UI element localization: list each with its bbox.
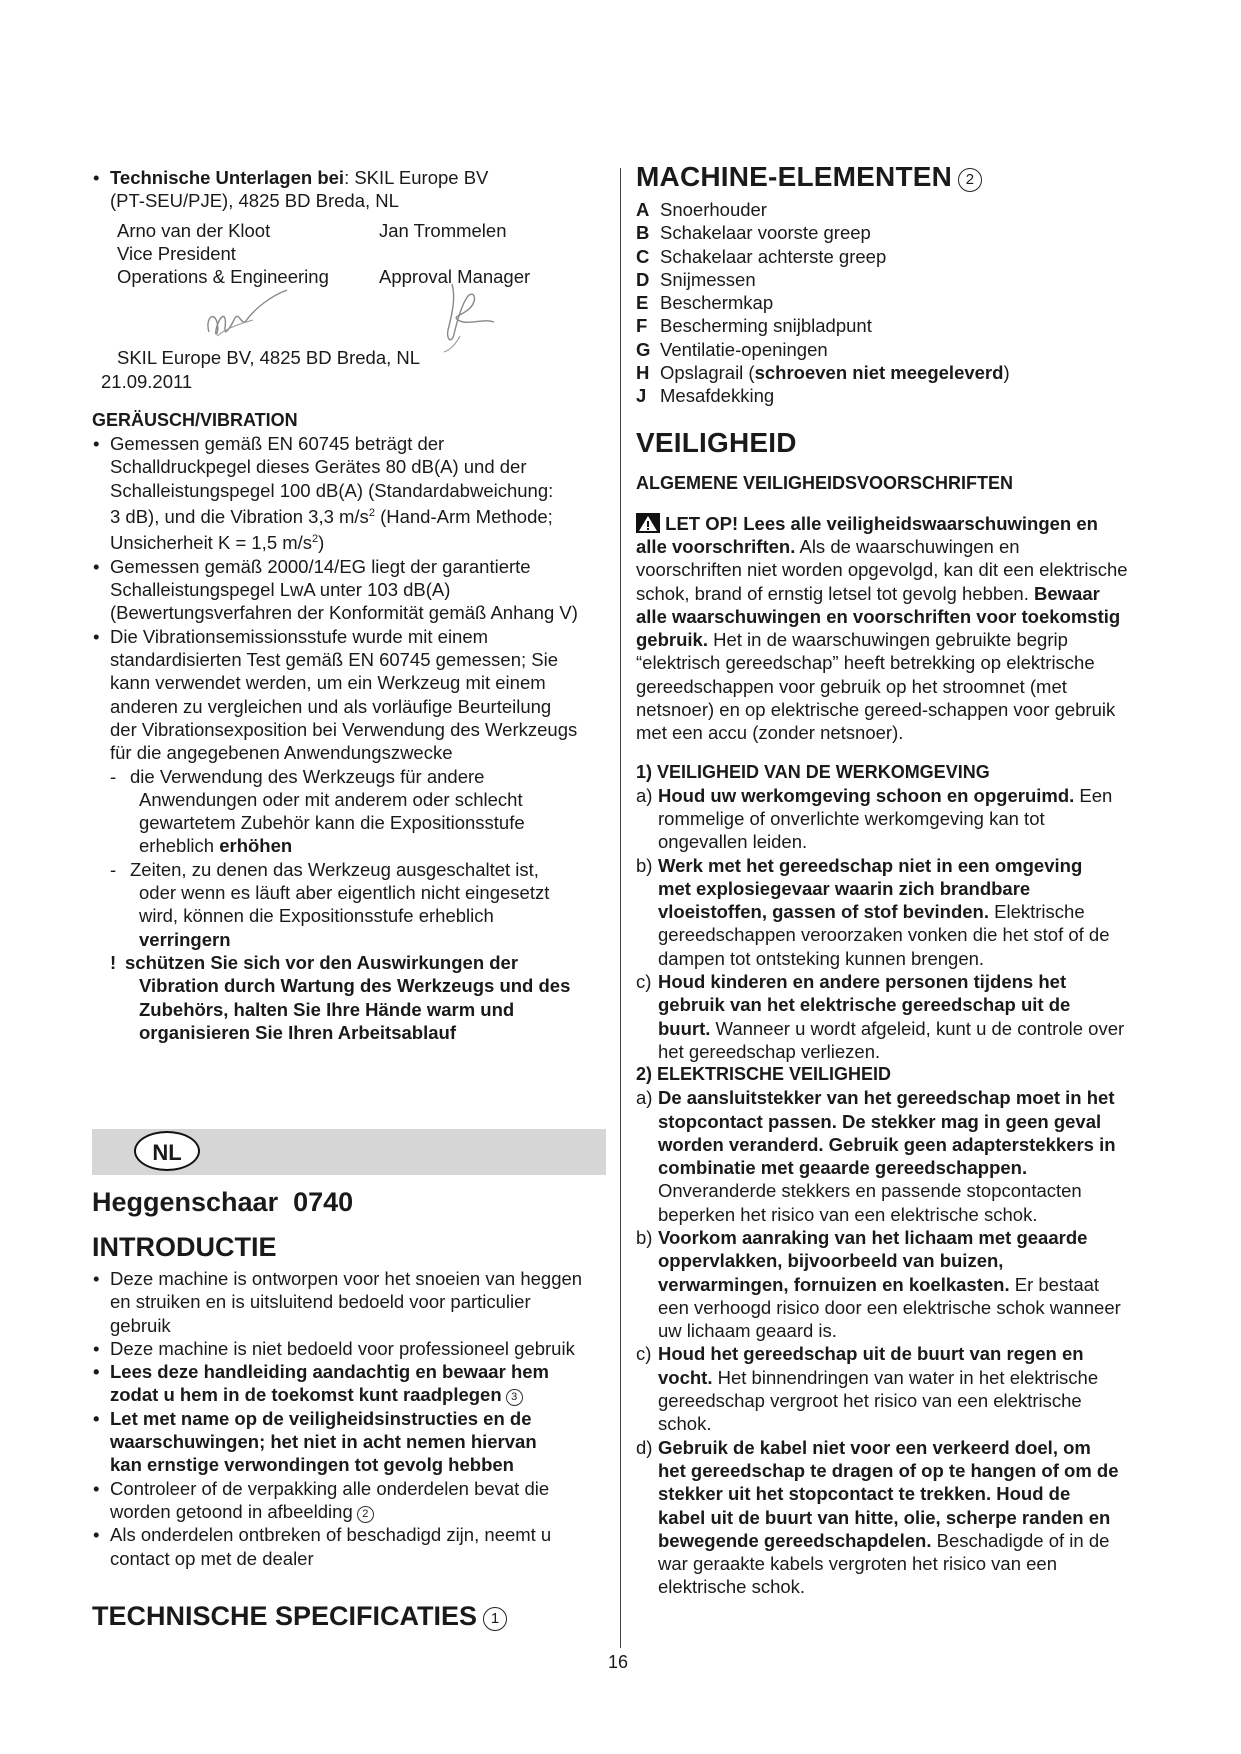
noise-heading: GERÄUSCH/VIBRATION	[92, 410, 298, 431]
noise-item-2: • Gemessen gemäß 2000/14/EG liegt der garantierte Schalleistungspegel LwA unter 103 dB(A) (Bewertungsverfahren der Konformität gemäß Anhang V)	[92, 555, 606, 625]
tech-docs-address: (PT-SEU/PJE), 4825 BD Breda, NL	[110, 190, 399, 212]
noise-item-3: • Die Vibrationsemissionsstufe wurde mit einem standardisierten Test gemäß EN 60745 gemessen; Sie kann verwendet werden, um ein Werkzeug mit einem anderen zu vergleichen und als vorläufige Beurteilung der Vibrationsexposition bei Verwendung des Werkzeugs für die angegebenen Anwendungszwecke	[92, 625, 606, 765]
element-item: B Schakelaar voorste greep	[636, 222, 871, 244]
machine-elements-heading: MACHINE-ELEMENTEN 2	[636, 160, 1156, 194]
element-item: A Snoerhouder	[636, 199, 767, 220]
vibration-warning: ! schützen Sie sich vor den Auswirkungen der Vibration durch Wartung des Werkzeugs und des Zubehörs, halten Sie Ihre Hände warm und organisieren Sie Ihren Arbeitsablauf	[110, 951, 571, 1043]
dash-item-1: - die Verwendung des Werkzeugs für andere	[110, 765, 485, 787]
intro-item-3: • Lees deze handleiding aandachtig en bewaar hem zodat u hem in de toekomst kunt raadplegen 3	[92, 1360, 606, 1407]
work-area-heading: 1) VEILIGHEID VAN DE WERKOMGEVING	[636, 761, 990, 782]
signatory-name-2: Jan Trommelen	[379, 219, 507, 241]
intro-item-1: • Deze machine is ontworpen voor het snoeien van heggen en struiken en is uitsluitend bedoeld voor particulier gebruik	[92, 1267, 606, 1337]
dash-item-1-cont: Anwendungen oder mit anderem oder schlecht gewartetem Zubehör kann die Expositionsstufe erheblich erhöhen	[139, 788, 525, 857]
signature-1	[187, 282, 297, 352]
element-item: F Bescherming snijbladpunt	[636, 315, 872, 337]
column-divider	[620, 168, 621, 1648]
intro-item-2: • Deze machine is niet bedoeld voor professioneel gebruik	[92, 1337, 606, 1360]
signatories	[92, 219, 606, 289]
rule-2c: c) Houd het gereedschap uit de buurt van regen en vocht. Het binnendringen van water in het elektrische gereedschap vergroot het risico van een elektrische schok.	[636, 1343, 1099, 1435]
element-item: J Mesafdekking	[636, 385, 775, 407]
intro-item-5: • Controleer of de verpakking alle onderdelen bevat die worden getoond in afbeelding 2	[92, 1477, 606, 1524]
tech-docs-item	[92, 166, 606, 213]
company-address: SKIL Europe BV, 4825 BD Breda, NL	[117, 347, 421, 369]
machine-elements-list	[636, 198, 1156, 408]
warning-triangle-icon	[636, 513, 660, 533]
dash-item-2: - Zeiten, zu denen das Werkzeug ausgeschaltet ist,	[110, 858, 539, 880]
warning-mark: !	[110, 951, 117, 973]
rule-2b: b) Voorkom aanraking van het lichaam met geaarde oppervlakken, bijvoorbeeld van buizen, verwarmingen, fornuizen en koelkasten. Er bestaat een verhoogd risico door een elektrische schok wanneer uw lichaam geaard is.	[636, 1226, 1121, 1342]
intro-item-4: • Let met name op de veiligheidsinstructies en de waarschuwingen; het niet in acht nemen hiervan kan ernstige verwondingen tot gevolg hebben	[92, 1407, 606, 1477]
declaration-date: 21.09.2011	[101, 370, 193, 392]
left-column	[92, 166, 606, 1044]
figure-ref-2-heading: 2	[958, 168, 982, 192]
electrical-safety-heading: 2) ELEKTRISCHE VEILIGHEID	[636, 1064, 892, 1085]
general-safety-heading: ALGEMENE VEILIGHEIDSVOORSCHRIFTEN	[636, 472, 1014, 493]
element-item: G Ventilatie-openingen	[636, 338, 828, 360]
element-item: H Opslagrail (schroeven niet meegeleverd)	[636, 362, 1010, 384]
signatory-title-1a: Vice President	[117, 242, 236, 264]
rule-1b: b) Werk met het gereedschap niet in een omgeving met explosiegevaar waarin zich brandbare vloeistoffen, gassen of stof bevinden. Elektrische gereedschappen veroorzaken vonken die het stof of de dampen tot ontsteking kunnen brengen.	[636, 854, 1110, 969]
signatory-title-2: Approval Manager	[379, 266, 531, 288]
tech-docs-label: Technische Unterlagen bei	[110, 167, 345, 188]
intro-item-6: • Als onderdelen ontbreken of beschadigd zijn, neemt u contact op met de dealer	[92, 1523, 606, 1570]
tech-docs-text: : SKIL Europe BV	[344, 167, 489, 188]
left-column-lower	[92, 1186, 606, 1632]
right-column	[636, 160, 1156, 1599]
figure-ref-2: 2	[357, 1506, 374, 1523]
page-number: 16	[608, 1652, 629, 1672]
safety-heading: VEILIGHEID	[636, 426, 797, 458]
rule-1a: a) Houd uw werkomgeving schoon en opgeruimd. Een rommelige of onverlichte werkomgeving kan tot ongevallen leiden.	[636, 784, 1113, 853]
signatory-name-1: Arno van der Kloot	[117, 219, 271, 241]
rule-1c: c) Houd kinderen en andere personen tijdens het gebruik van het elektrische gereedschap uit de buurt. Wanneer u wordt afgeleid, kunt u de controle over het gereedschap verliezen.	[636, 971, 1125, 1062]
figure-ref-1: 1	[483, 1607, 507, 1631]
signatures	[92, 288, 606, 346]
figure-ref-3: 3	[506, 1389, 523, 1406]
element-item: D Snijmessen	[636, 268, 756, 290]
tech-spec-heading: TECHNISCHE SPECIFICATIES 1	[92, 1600, 606, 1632]
element-item: E Beschermkap	[636, 292, 774, 314]
product-title: Heggenschaar 0740	[92, 1187, 354, 1217]
intro-heading: INTRODUCTIE	[92, 1232, 277, 1262]
noise-item-1: • Gemessen gemäß EN 60745 beträgt der Schalldruckpegel dieses Gerätes 80 dB(A) und der Schalleistungspegel 100 dB(A) (Standardabweichung: 3 dB), und die Vibration 3,3 $m/s^2$ (Hand-Arm Methode; Unsicherheit K = 1,5 $m/s^2$)	[92, 432, 606, 555]
signatory-title-1b: Operations & Engineering	[117, 266, 329, 288]
language-badge: NL	[134, 1131, 200, 1171]
dash-item-2-cont: oder wenn es läuft aber eigentlich nicht eingesetzt wird, können die Expositionsstufe erheblich verringern	[139, 882, 550, 950]
language-band	[92, 1129, 606, 1175]
element-item: C Schakelaar achterste greep	[636, 245, 887, 267]
rule-2d: d) Gebruik de kabel niet voor een verkeerd doel, om het gereedschap te dragen of op te hangen of om de stekker uit het stopcontact te trekken. Houd de kabel uit de buurt van hitte, olie, scherpe randen en bewegende gereedschapdelen. Beschadigde of in de war geraakte kabels vergroten het risico van een elektrische schok.	[636, 1436, 1119, 1598]
general-safety-text: LET OP! Lees alle veiligheidswaarschuwingen en alle voorschriften. Als de waarschuwingen en voorschriften niet worden opgevolgd, kan dit een elektrische schok, brand of ernstig letsel tot gevolg hebben. Bewaar alle waarschuwingen en voorschriften voor toekomstig gebruik. Het in de waarschuwingen gebruikte begrip “elektrisch gereedschap” heeft betrekking op elektrische gereedschappen voor gebruik op het stroomnet (met netsnoer) en op elektrische gereed-schappen voor gebruik met een accu (zonder netsnoer).	[636, 512, 1128, 744]
signature-2	[422, 274, 512, 354]
rule-2a: a) De aansluitstekker van het gereedschap moet in het stopcontact passen. De stekker mag in geen geval worden veranderd. Gebruik geen adapterstekkers in combinatie met geaarde gereedschappen. Onveranderde stekkers en passende stopcontacten beperken het risico van een elektrische schok.	[636, 1087, 1116, 1225]
